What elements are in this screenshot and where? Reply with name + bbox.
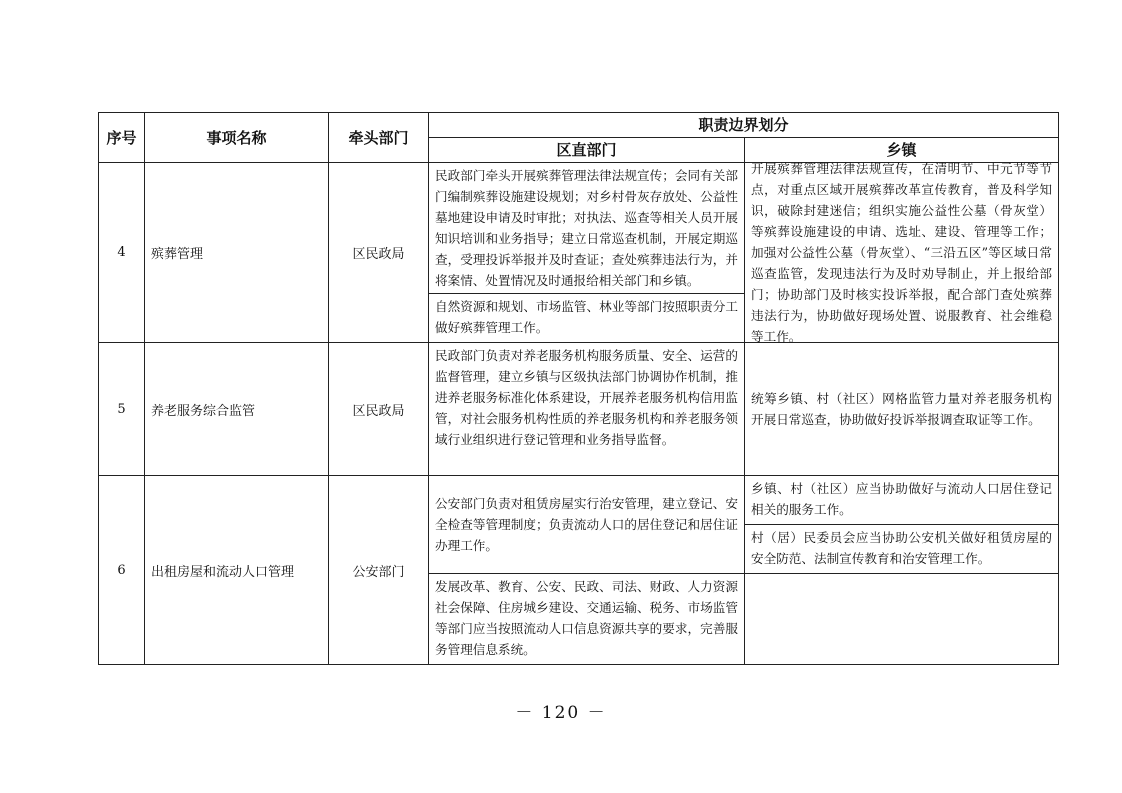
row-seq: 6 [99, 476, 145, 665]
row-lead: 公安部门 [329, 476, 429, 665]
row-lead: 区民政局 [329, 163, 429, 343]
row-item: 出租房屋和流动人口管理 [145, 476, 329, 665]
town-duty-text: 开展殡葬管理法律法规宣传，在清明节、中元节等节点，对重点区域开展殡葬改革宣传教育，普及科学知识，破除封建迷信；组织实施公益性公墓（骨灰堂）等殡葬设施建设的申请、选址、建设、管理等工作；加强对公益性公墓（骨灰堂）、“三沿五区”等区域日常巡查监管，发现违法行为及时劝导制止，并上报给部门；协助部门及时核实投诉举报，配合部门查处殡葬违法行为，协助做好现场处置、说服教育、社会维稳等工作。 [751, 161, 1053, 344]
duty-division-table [98, 112, 1059, 665]
district-duties-cell [429, 343, 745, 476]
header-division: 职责边界划分 [429, 113, 1059, 138]
header-district: 区直部门 [429, 138, 745, 163]
table-row [99, 476, 1059, 665]
town-duty-wrap [745, 161, 1058, 344]
table-row [99, 163, 1059, 343]
header-lead: 牵头部门 [329, 113, 429, 163]
town-duty-text: 村（居）民委员会应当协助公安机关做好租赁房屋的安全防范、法制宣传教育和治安管理工作。 [745, 524, 1058, 573]
district-duty-wrap [429, 476, 744, 573]
district-duty-text: 民政部门负责对养老服务机构服务质量、安全、运营的监督管理，建立乡镇与区级执法部门协调协作机制，推进养老服务标准化体系建设，开展养老服务机构信用监管，对社会服务机构性质的养老服务机构和养老服务领域行业组织进行登记管理和业务指导监督。 [435, 348, 738, 447]
row-item: 殡葬管理 [145, 163, 329, 343]
district-duty-text: 自然资源和规划、市场监管、林业等部门按照职责分工做好殡葬管理工作。 [429, 293, 744, 342]
town-duty-text: 统筹乡镇、村（社区）网格监管力量对养老服务机构开展日常巡查，协助做好投诉举报调查取证等工作。 [751, 391, 1053, 427]
district-duty-text: 发展改革、教育、公安、民政、司法、财政、人力资源社会保障、住房城乡建设、交通运输、税务、市场监管等部门应当按照流动人口信息资源共享的要求，完善服务管理信息系统。 [429, 573, 744, 664]
district-duty-text: 公安部门负责对租赁房屋实行治安管理，建立登记、安全检查等管理制度；负责流动人口的居住登记和居住证办理工作。 [435, 496, 738, 553]
town-duties-cell [745, 343, 1059, 476]
header-row-top [99, 113, 1059, 138]
town-duties-cell [745, 476, 1059, 665]
header-item: 事项名称 [145, 113, 329, 163]
town-duty-wrap [745, 343, 1058, 475]
district-duty-text: 民政部门牵头开展殡葬管理法律法规宣传；会同有关部门编制殡葬设施建设规划；对乡村骨灰存放处、公益性墓地建设申请及时审批；对执法、巡查等相关人员开展知识培训和业务指导；建立日常巡查机制，开展定期巡查，受理投诉举报并及时查证；查处殡葬违法行为，并将案情、处置情况及时通报给相关部门和乡镇。 [435, 168, 738, 288]
row-item: 养老服务综合监管 [145, 343, 329, 476]
header-seq: 序号 [99, 113, 145, 163]
page-number: － 120 － [515, 703, 607, 723]
row-lead: 区民政局 [329, 343, 429, 476]
district-duties-cell [429, 476, 745, 665]
header-town: 乡镇 [745, 138, 1059, 163]
row-seq: 5 [99, 343, 145, 476]
town-duty-empty [745, 573, 1058, 664]
row-seq: 4 [99, 163, 145, 343]
district-duties-cell [429, 163, 745, 343]
town-duty-text: 乡镇、村（社区）应当协助做好与流动人口居住登记相关的服务工作。 [751, 481, 1053, 517]
table-row [99, 343, 1059, 476]
town-duties-cell [745, 163, 1059, 343]
